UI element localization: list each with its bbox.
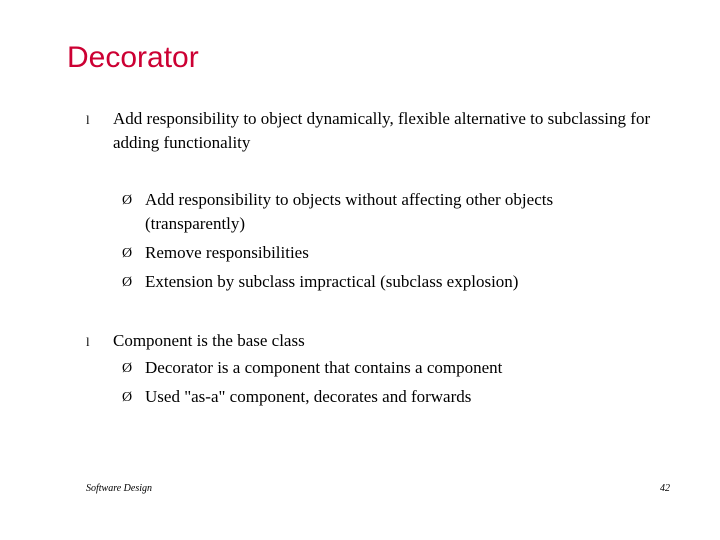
bullet-dot: l xyxy=(86,334,90,349)
bullet-text: Add responsibility to object dynamically, flexible alternative to subclassing for adding functionality xyxy=(113,109,651,152)
sub-bullet-arrow: Ø xyxy=(122,246,133,261)
bullet-dot: l xyxy=(86,112,90,127)
sub-bullet-arrow: Ø xyxy=(122,193,133,208)
footer-page-number: 42 xyxy=(660,483,670,494)
sub-bullet-text: Add responsibility to objects without affecting other objects (transparently) xyxy=(145,190,554,233)
sub-bullet-text: Used "as-a" component, decorates and forwards xyxy=(145,387,472,406)
sub-bullet-text: Remove responsibilities xyxy=(145,243,309,262)
sub-bullet-arrow: Ø xyxy=(122,361,133,376)
slide-title: Decorator xyxy=(67,41,199,74)
footer-course-name: Software Design xyxy=(86,483,153,494)
sub-bullet-text: Decorator is a component that contains a component xyxy=(145,358,503,377)
sub-bullet-arrow: Ø xyxy=(122,275,133,290)
bullet-text: Component is the base class xyxy=(113,331,305,350)
sub-bullet-arrow: Ø xyxy=(122,390,133,405)
sub-bullet-text: Extension by subclass impractical (subclass explosion) xyxy=(145,272,519,291)
